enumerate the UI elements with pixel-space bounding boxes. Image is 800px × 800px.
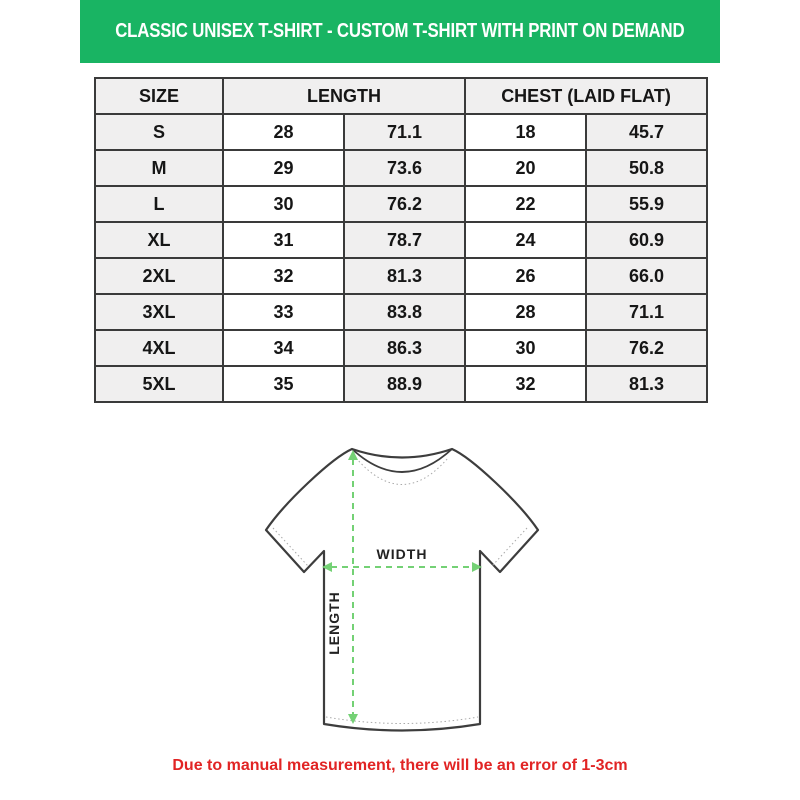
size-cell: 5XL bbox=[95, 366, 223, 402]
header-chest: CHEST (LAID FLAT) bbox=[465, 78, 707, 114]
header-size: SIZE bbox=[95, 78, 223, 114]
length-in-cell: 32 bbox=[223, 258, 344, 294]
header-length: LENGTH bbox=[223, 78, 465, 114]
chest-cm-cell: 71.1 bbox=[586, 294, 707, 330]
length-in-cell: 33 bbox=[223, 294, 344, 330]
size-cell: L bbox=[95, 186, 223, 222]
size-cell: M bbox=[95, 150, 223, 186]
chest-in-cell: 26 bbox=[465, 258, 586, 294]
chest-in-cell: 32 bbox=[465, 366, 586, 402]
size-cell: 4XL bbox=[95, 330, 223, 366]
tshirt-outline-icon bbox=[266, 449, 538, 731]
chest-cm-cell: 66.0 bbox=[586, 258, 707, 294]
chest-in-cell: 24 bbox=[465, 222, 586, 258]
length-in-cell: 34 bbox=[223, 330, 344, 366]
size-cell: 3XL bbox=[95, 294, 223, 330]
title-banner bbox=[80, 0, 720, 63]
chest-in-cell: 30 bbox=[465, 330, 586, 366]
length-cm-cell: 86.3 bbox=[344, 330, 465, 366]
table-row bbox=[95, 330, 707, 366]
table-row bbox=[95, 294, 707, 330]
chest-in-cell: 28 bbox=[465, 294, 586, 330]
chest-in-cell: 20 bbox=[465, 150, 586, 186]
size-cell: S bbox=[95, 114, 223, 150]
chest-cm-cell: 81.3 bbox=[586, 366, 707, 402]
length-cm-cell: 81.3 bbox=[344, 258, 465, 294]
chest-cm-cell: 50.8 bbox=[586, 150, 707, 186]
length-cm-cell: 76.2 bbox=[344, 186, 465, 222]
length-in-cell: 31 bbox=[223, 222, 344, 258]
table-row bbox=[95, 150, 707, 186]
chest-cm-cell: 55.9 bbox=[586, 186, 707, 222]
size-cell: XL bbox=[95, 222, 223, 258]
width-label: WIDTH bbox=[376, 546, 428, 562]
length-in-cell: 29 bbox=[223, 150, 344, 186]
length-cm-cell: 88.9 bbox=[344, 366, 465, 402]
table-row bbox=[95, 366, 707, 402]
table-row bbox=[95, 186, 707, 222]
size-chart-table bbox=[94, 77, 708, 403]
chest-in-cell: 18 bbox=[465, 114, 586, 150]
length-cm-cell: 71.1 bbox=[344, 114, 465, 150]
length-in-cell: 35 bbox=[223, 366, 344, 402]
chest-in-cell: 22 bbox=[465, 186, 586, 222]
chest-cm-cell: 60.9 bbox=[586, 222, 707, 258]
chest-cm-cell: 76.2 bbox=[586, 330, 707, 366]
tshirt-measurement-diagram bbox=[240, 418, 560, 748]
page-title: CLASSIC UNISEX T-SHIRT - CUSTOM T-SHIRT WITH PRINT ON DEMAND bbox=[115, 20, 685, 42]
table-row bbox=[95, 222, 707, 258]
length-in-cell: 30 bbox=[223, 186, 344, 222]
length-cm-cell: 83.8 bbox=[344, 294, 465, 330]
table-row bbox=[95, 258, 707, 294]
table-header-row bbox=[95, 78, 707, 114]
length-cm-cell: 78.7 bbox=[344, 222, 465, 258]
length-label: LENGTH bbox=[326, 591, 342, 655]
table-row bbox=[95, 114, 707, 150]
chest-cm-cell: 45.7 bbox=[586, 114, 707, 150]
size-cell: 2XL bbox=[95, 258, 223, 294]
length-in-cell: 28 bbox=[223, 114, 344, 150]
measurement-error-note: Due to manual measurement, there will be an error of 1-3cm bbox=[172, 757, 628, 774]
length-cm-cell: 73.6 bbox=[344, 150, 465, 186]
